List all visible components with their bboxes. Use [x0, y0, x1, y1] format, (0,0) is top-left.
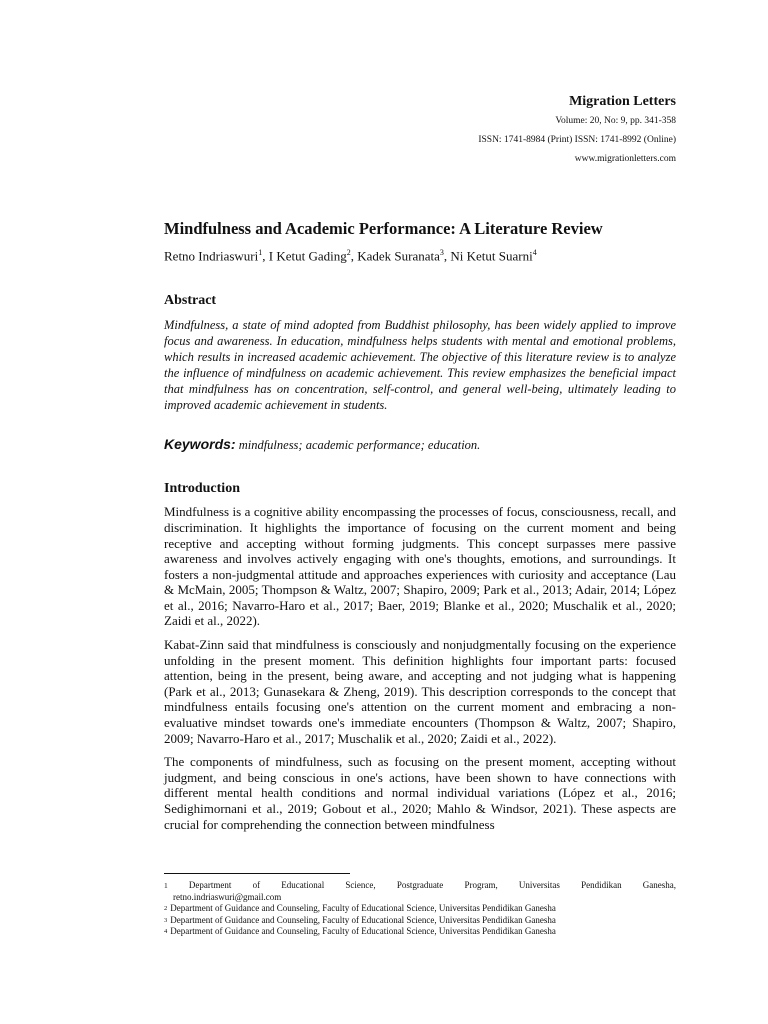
- footnote-word: of: [252, 880, 261, 890]
- volume-info: Volume: 20, No: 9, pp. 341-358: [555, 116, 676, 126]
- footnote-text: Department of Guidance and Counseling, Faculty of Educational Science, Universitas Pendidikan Ganesha: [170, 903, 556, 914]
- keywords-label: Keywords:: [164, 436, 236, 453]
- author-separator: ,: [262, 248, 269, 264]
- footnote-email: retno.indriaswuri@gmail.com: [173, 891, 282, 902]
- abstract-heading: Abstract: [164, 293, 217, 309]
- footnote-word: Educational: [281, 880, 325, 890]
- main-content: [164, 218, 676, 832]
- abstract-text: Mindfulness, a state of mind adopted from Buddhist philosophy, has been widely applied to improve focus and awareness. In education, mindfulness helps students with mental and emotional problems, which results in increased academic achievement. The objective of this literature review is to analyze the influence of mindfulness on academic achievement. This review emphasizes the beneficial impact that mindfulness has on concentration, self-control, and general well-being, ultimately leading to improved academic achievement in students.: [164, 318, 676, 413]
- intro-paragraph: Kabat-Zinn said that mindfulness is consciously and nonjudgmentally focusing on the experience unfolding in the present moment. This definition highlights four important parts: focused attention, being in the present, being aware, and accepting and not judging what is happening (Park et al., 2013; Gunasekara & Zheng, 2019). This description corresponds to the concept that mindfulness entails focusing one's attention on the current moment and embracing a non-evaluative mindset towards one's immediate encounters (Thompson & Waltz, 2007; Shapiro, 2009; Navarro-Haro et al., 2017; Muschalik et al., 2020; Zaidi et al., 2022).: [164, 637, 676, 746]
- footnote-word: Department: [188, 880, 232, 890]
- author-affiliation-marker: 3: [439, 248, 444, 257]
- author-affiliation-marker: 4: [532, 248, 537, 257]
- footnote-1-line: [164, 880, 676, 892]
- paper-title: Mindfulness and Academic Performance: A Literature Review: [164, 219, 603, 238]
- footnote-word: Program,: [464, 880, 498, 890]
- footnote-text: Department of Guidance and Counseling, Faculty of Educational Science, Universitas Pendidikan Ganesha: [170, 926, 556, 937]
- intro-paragraph: Mindfulness is a cognitive ability encompassing the processes of focus, consciousness, recall, and discrimination. It highlights the importance of focusing on the current moment and being receptive and accepting without forming judgments. This concept surpasses mere passive awareness and involves actively engaging with one's thoughts, emotions, and surroundings. It fosters a non-judgmental attitude and approaches experiences with curiosity and acceptance (Lau & McMain, 2005; Thompson & Waltz, 2007; Shapiro, 2009; Park et al., 2013; Adair, 2014; López et al., 2016; Navarro-Haro et al., 2017; Baer, 2019; Blanke et al., 2020; Muschalik et al., 2020; Zaidi et al., 2022).: [164, 504, 676, 629]
- author-name: Kadek Suranata: [357, 248, 440, 264]
- footnote-word: Ganesha,: [642, 880, 676, 890]
- footnote-word: Pendidikan: [581, 880, 622, 890]
- author-list: [164, 244, 676, 265]
- footnote-word: Science,: [345, 880, 376, 890]
- author-separator: ,: [443, 248, 451, 264]
- footnote-4: [164, 926, 676, 938]
- journal-name: Migration Letters: [569, 94, 676, 109]
- footnote-1: [164, 880, 676, 903]
- footnote-2: [164, 903, 676, 915]
- footnote-word: Postgraduate: [396, 880, 444, 890]
- author-name: I Ketut Gading: [268, 248, 347, 264]
- author-separator: ,: [350, 248, 358, 264]
- author-affiliation-marker: 2: [346, 248, 351, 257]
- journal-header: [478, 92, 676, 169]
- footnote-marker: 2: [164, 905, 168, 913]
- author-affiliation-marker: 1: [258, 248, 263, 257]
- intro-paragraph: The components of mindfulness, such as focusing on the present moment, accepting without judgment, and being conscious in one's actions, have been shown to have connections with different mental health conditions and normal individual variations (López et al., 2016; Sedighimornani et al., 2019; Gobout et al., 2020; Mahlo & Windsor, 2021). These aspects are crucial for comprehending the connection between mindfulness: [164, 754, 676, 832]
- keywords-text: mindfulness; academic performance; education.: [235, 438, 481, 453]
- issn-info: ISSN: 1741-8984 (Print) ISSN: 1741-8992 (Online): [478, 135, 676, 145]
- footnote-marker: 1: [164, 881, 168, 890]
- introduction-heading: Introduction: [164, 481, 240, 497]
- keywords: [164, 436, 676, 453]
- footnote-text: Department of Guidance and Counseling, Faculty of Educational Science, Universitas Pendidikan Ganesha: [170, 914, 556, 925]
- footnote-marker: 3: [164, 916, 168, 924]
- author-name: Retno Indriaswuri: [164, 248, 259, 264]
- footnotes: [164, 880, 676, 938]
- footnote-3: [164, 915, 676, 927]
- author-name: Ni Ketut Suarni: [450, 248, 533, 264]
- footnote-marker: 4: [164, 928, 168, 936]
- footnote-word: Universitas: [518, 880, 560, 890]
- footnote-divider: [164, 873, 350, 874]
- journal-website: www.migrationletters.com: [574, 154, 676, 164]
